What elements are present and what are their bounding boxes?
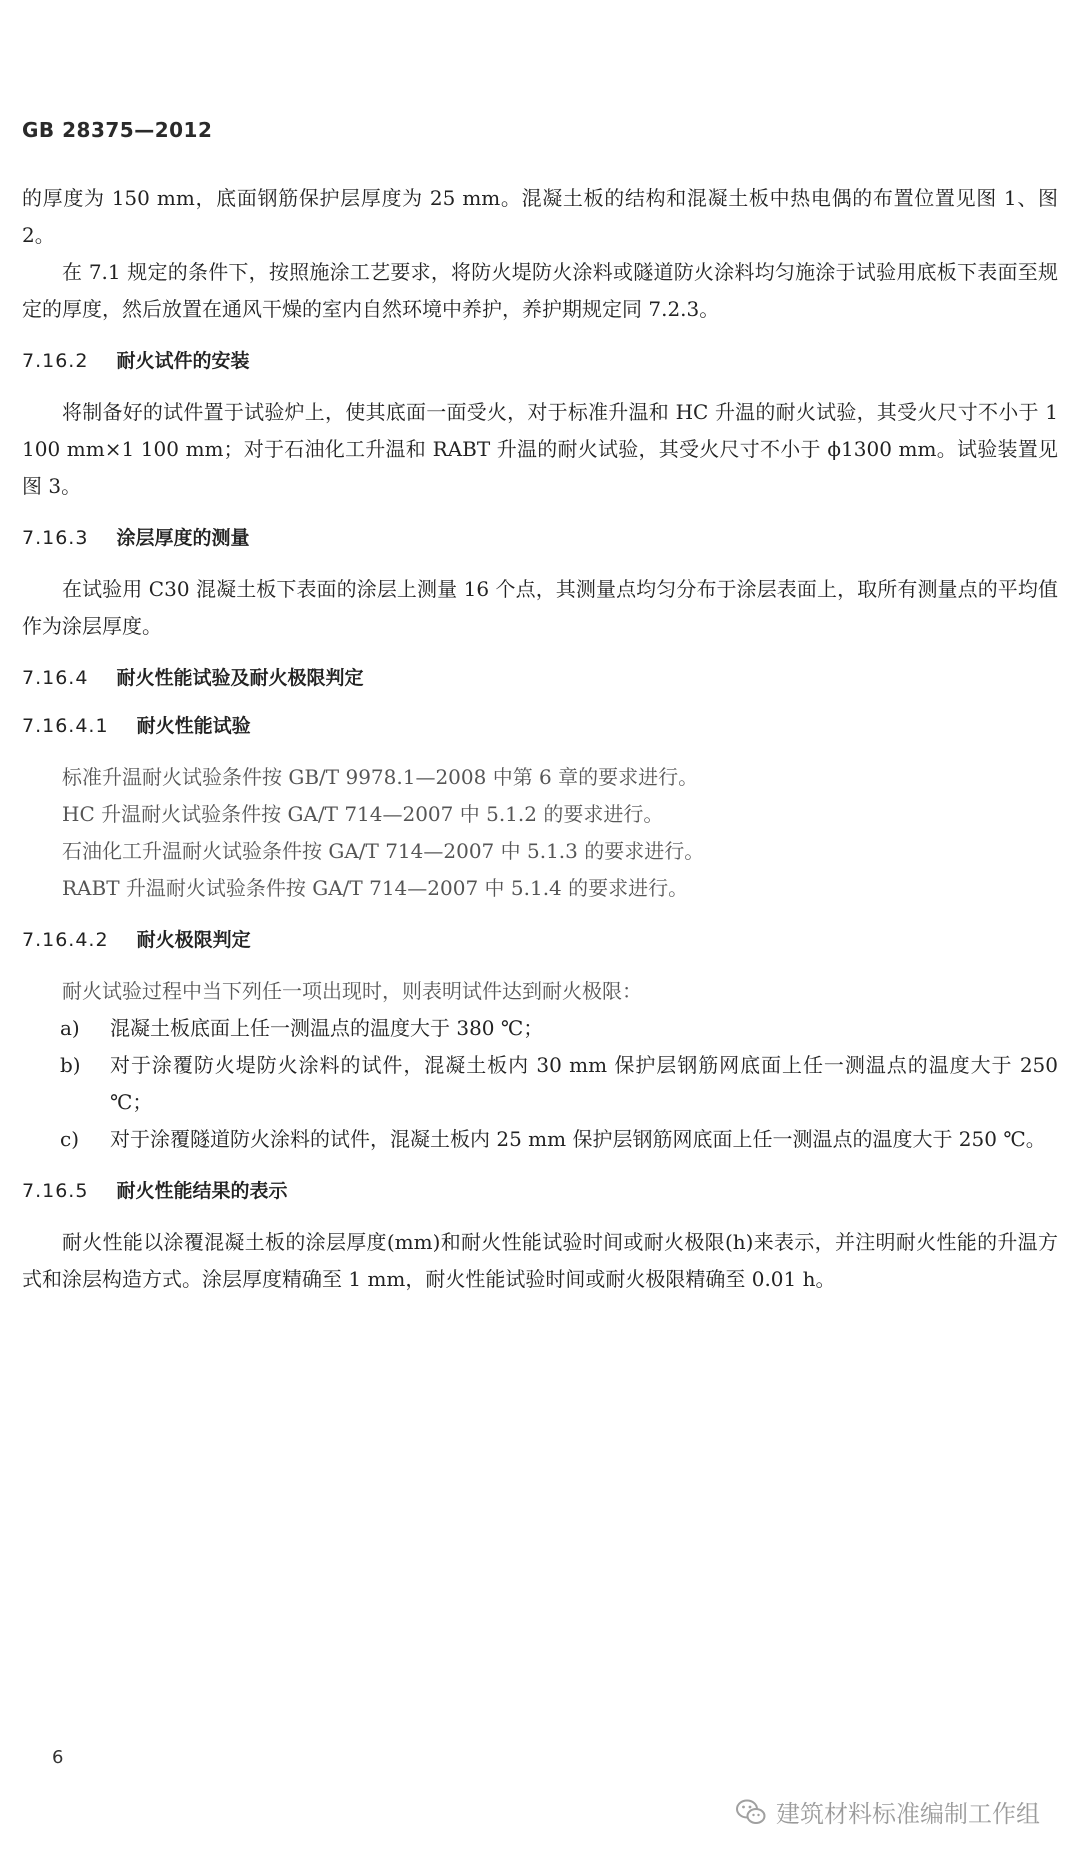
section-title: 耐火试件的安装 [116,350,250,372]
section-number: 7.16.2 [22,350,89,372]
paragraph-standard-test: 标准升温耐火试验条件按 GB/T 9978.1—2008 中第 6 章的要求进行。 [62,765,699,789]
section-title: 耐火极限判定 [136,929,251,951]
section-number: 7.16.4.2 [22,929,109,951]
document-body [22,180,1058,1298]
section-number: 7.16.3 [22,527,89,549]
paragraph-criteria-intro: 耐火试验过程中当下列任一项出现时，则表明试件达到耐火极限： [62,979,642,1003]
section-number: 7.16.4.1 [22,715,109,737]
section-number: 7.16.5 [22,1180,89,1202]
section-title: 耐火性能试验及耐火极限判定 [116,667,364,689]
list-item [22,1121,1058,1158]
list-marker: a) [60,1016,80,1040]
section-heading-7-16-4 [22,663,1058,693]
watermark [734,1794,1040,1829]
paragraph-rabt-test: RABT 升温耐火试验条件按 GA/T 714—2007 中 5.1.4 的要求进行。 [62,876,689,900]
section-title: 耐火性能结果的表示 [116,1180,288,1202]
wechat-icon [734,1795,768,1829]
section-heading-7-16-2 [22,346,1058,376]
paragraph-installation: 将制备好的试件置于试验炉上，使其底面一面受火，对于标准升温和 HC 升温的耐火试验，其受火尺寸不小于 1 100 mm×1 100 mm；对于石油化工升温和 RABT 升温的耐火试验，其受火尺寸不小于 ϕ1300 mm。试验装置见图 3。 [22,400,1058,498]
section-number: 7.16.4 [22,667,89,689]
paragraph-thickness: 在试验用 C30 混凝土板下表面的涂层上测量 16 个点，其测量点均匀分布于涂层表面上，取所有测量点的平均值作为涂层厚度。 [22,577,1058,638]
list-text: 对于涂覆防火堤防火涂料的试件，混凝土板内 30 mm 保护层钢筋网底面上任一测温点的温度大于 250 ℃； [110,1053,1058,1114]
paragraph-petrochemical-test: 石油化工升温耐火试验条件按 GA/T 714—2007 中 5.1.3 的要求进行。 [62,839,705,863]
list-text: 对于涂覆隧道防火涂料的试件，混凝土板内 25 mm 保护层钢筋网底面上任一测温点的温度大于 250 ℃。 [110,1127,1046,1151]
list-marker: c) [60,1127,80,1151]
paragraph-result-expression: 耐火性能以涂覆混凝土板的涂层厚度(mm)和耐火性能试验时间或耐火极限(h)来表示，并注明耐火性能的升温方式和涂层构造方式。涂层厚度精确至 1 mm，耐火性能试验时间或耐火极限精确至 0.01 h。 [22,1230,1058,1291]
paragraph-continuation: 的厚度为 150 mm，底面钢筋保护层厚度为 25 mm。混凝土板的结构和混凝土板中热电偶的布置位置见图 1、图 2。 [22,186,1058,247]
section-heading-7-16-4-1 [22,711,1058,741]
list-text: 混凝土板底面上任一测温点的温度大于 380 ℃； [110,1016,544,1040]
section-title: 耐火性能试验 [136,715,251,737]
standard-code: GB 28375—2012 [22,118,213,142]
paragraph-hc-test: HC 升温耐火试验条件按 GA/T 714—2007 中 5.1.2 的要求进行。 [62,802,664,826]
watermark-text: 建筑材料标准编制工作组 [776,1800,1040,1828]
section-heading-7-16-3 [22,523,1058,553]
section-heading-7-16-5 [22,1176,1058,1206]
list-item [22,1047,1058,1121]
section-title: 涂层厚度的测量 [116,527,250,549]
section-heading-7-16-4-2 [22,925,1058,955]
list-item [22,1010,1058,1047]
list-marker: b) [60,1053,81,1077]
paragraph-application: 在 7.1 规定的条件下，按照施涂工艺要求，将防火堤防火涂料或隧道防火涂料均匀施涂于试验用底板下表面至规定的厚度，然后放置在通风干燥的室内自然环境中养护，养护期规定同 7.2.3。 [22,260,1058,321]
page-number: 6 [52,1747,64,1768]
